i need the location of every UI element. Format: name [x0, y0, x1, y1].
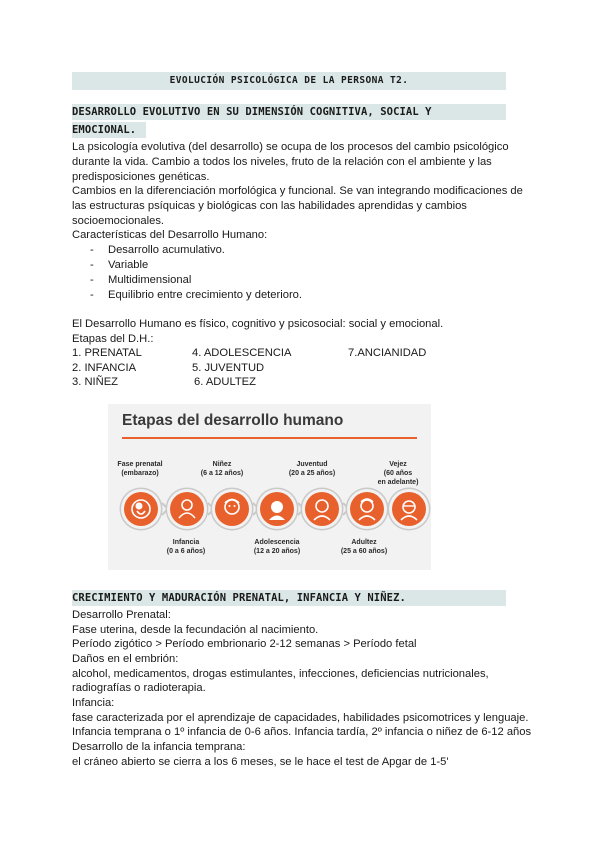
section2-line: Desarrollo de la infancia temprana: — [72, 741, 246, 753]
infographic-title: Etapas del desarrollo humano — [122, 412, 344, 429]
infographic-divider — [122, 437, 417, 439]
stage-label-ninez: Niñez (6 a 12 años) — [200, 461, 244, 477]
section2-line: alcohol, medicamentos, drogas estimulantes, infecciones, deficiencias nutricionales, — [72, 668, 489, 680]
stage-item: 5. JUVENTUD — [192, 362, 265, 374]
section1-heading-line1: DESARROLLO EVOLUTIVO EN SU DIMENSIÓN COGNITIVA, SOCIAL Y — [72, 106, 432, 118]
stage-item: 1. PRENATAL — [72, 347, 142, 359]
teen-icon — [260, 492, 294, 526]
section2-line: Período zigótico > Período embrionario 2-12 semanas > Período fetal — [72, 638, 417, 650]
list-item: - Multidimensional — [90, 274, 192, 286]
para1-line: durante la vida. Cambio a todos los niveles, fruto de la relación con el ambiente y las — [72, 156, 492, 168]
section2-line: el cráneo abierto se cierra a los 6 meses, se le hace el test de Apgar de 1-5' — [72, 756, 449, 768]
stage-label-adolescencia: Adolescencia (12 a 20 años) — [253, 539, 301, 555]
section2-line: Fase uterina, desde la fecundación al nacimiento. — [72, 624, 319, 636]
list-item: - Equilibrio entre crecimiento y deterioro. — [90, 289, 303, 301]
stage-item: 6. ADULTEZ — [194, 376, 256, 388]
section2-heading: CRECIMIENTO Y MADURACIÓN PRENATAL, INFANCIA Y NIÑEZ. — [72, 592, 406, 604]
stage-label-juventud: Juventud (20 a 25 años) — [288, 461, 336, 477]
document-title: EVOLUCIÓN PSICOLÓGICA DE LA PERSONA T2. — [169, 75, 409, 86]
stage-label-adultez: Adultez (25 a 60 años) — [340, 539, 388, 555]
stage-item: 3. NIÑEZ — [72, 376, 119, 388]
fetus-icon — [124, 492, 158, 526]
young-adult-icon — [305, 492, 339, 526]
stage-label-infancia: Infancia (0 a 6 años) — [166, 539, 206, 555]
stage-item: 4. ADOLESCENCIA — [192, 347, 292, 359]
section2-line: Infancia: — [72, 697, 115, 709]
para1-line: predisposiciones genéticas. — [72, 171, 210, 183]
section2-line: Infancia temprana o 1º infancia de 0-6 años. Infancia tardía, 2º infancia o niñez de 6-12 años — [72, 726, 532, 738]
section2-line: Desarrollo Prenatal: — [72, 609, 171, 621]
list-item: - Desarrollo acumulativo. — [90, 244, 225, 256]
adult-icon — [350, 492, 384, 526]
stage-label-prenatal: Fase prenatal (embarazo) — [117, 461, 163, 477]
stage-item: 2. INFANCIA — [72, 362, 137, 374]
para2-line: socioemocionales. — [72, 215, 165, 227]
section1-heading-line2: EMOCIONAL. — [72, 124, 137, 136]
stages-title: Etapas del D.H.: — [72, 333, 154, 345]
elder-icon — [392, 492, 426, 526]
section2-line: Daños en el embrión: — [72, 653, 179, 665]
section2-line: fase caracterizada por el aprendizaje de capacidades, habilidades psicomotrices y lenguaje. — [72, 712, 529, 724]
stage-item: 7.ANCIANIDAD — [348, 347, 427, 359]
arrow-icon — [160, 502, 170, 516]
list-item: - Variable — [90, 259, 149, 271]
child-icon — [215, 492, 249, 526]
baby-icon — [170, 492, 204, 526]
para2-line: las estructuras psíquicas y biológicas con las habilidades aprendidas y cambios — [72, 200, 467, 212]
para1-line: La psicología evolutiva (del desarrollo) se ocupa de los procesos del cambio psicológico — [72, 141, 509, 153]
features-title: Características del Desarrollo Humano: — [72, 229, 268, 241]
stage-label-vejez: Vejez (60 años en adelante) — [377, 461, 419, 486]
para2-line: Cambios en la diferenciación morfológica y funcional. Se van integrando modificaciones de — [72, 185, 523, 197]
summary-text: El Desarrollo Humano es físico, cognitivo y psicosocial: social y emocional. — [72, 318, 444, 330]
stages-infographic — [108, 404, 431, 570]
section2-line: radiografías o radioterapia. — [72, 682, 206, 694]
